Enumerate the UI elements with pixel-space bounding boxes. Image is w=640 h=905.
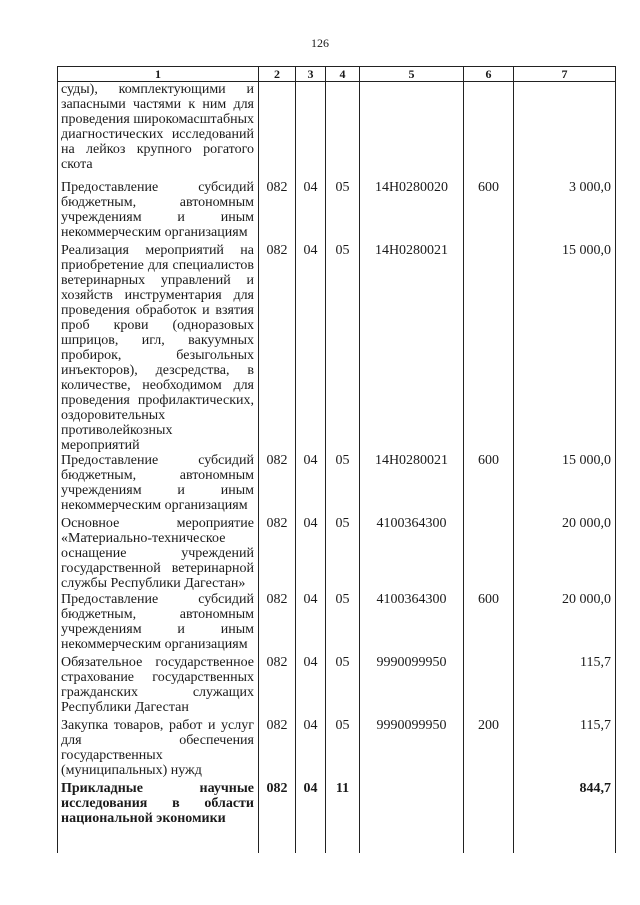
table-row <box>58 655 616 718</box>
amount-cell: 15 000,0 <box>514 243 616 453</box>
column-number-header <box>58 67 616 82</box>
section-cell: 04 <box>296 655 326 718</box>
section-cell: 04 <box>296 781 326 853</box>
budget-table <box>57 66 616 853</box>
table-row <box>58 516 616 592</box>
section-cell: 04 <box>296 516 326 592</box>
section-cell: 04 <box>296 180 326 243</box>
table-row <box>58 243 616 453</box>
column-header-6: 6 <box>464 67 514 82</box>
target-article-cell <box>360 781 464 853</box>
row-description: суды), комплектующими и запасными частями к ним для проведения широкомасштабных диагностических исследований на лейкоз крупного рогатого скота <box>58 82 259 181</box>
admin-code-cell: 082 <box>259 453 296 516</box>
section-cell <box>296 82 326 181</box>
row-description: Закупка товаров, работ и услуг для обеспечения государственных (муниципальных) нужд <box>58 718 259 781</box>
target-article-cell: 9990099950 <box>360 718 464 781</box>
admin-code-cell: 082 <box>259 592 296 655</box>
subsection-cell: 05 <box>326 243 360 453</box>
row-description: Предоставление субсидий бюджетным, автономным учреждениям и иным некоммерческим организациям <box>58 453 259 516</box>
row-description: Предоставление субсидий бюджетным, автономным учреждениям и иным некоммерческим организациям <box>58 592 259 655</box>
column-header-2: 2 <box>259 67 296 82</box>
column-header-7: 7 <box>514 67 616 82</box>
admin-code-cell: 082 <box>259 655 296 718</box>
subsection-cell <box>326 82 360 181</box>
target-article-cell: 14Н0280021 <box>360 243 464 453</box>
amount-cell: 15 000,0 <box>514 453 616 516</box>
amount-cell: 115,7 <box>514 718 616 781</box>
expense-type-cell: 600 <box>464 180 514 243</box>
subsection-cell: 05 <box>326 516 360 592</box>
column-header-1: 1 <box>58 67 259 82</box>
amount-cell: 3 000,0 <box>514 180 616 243</box>
subsection-cell: 05 <box>326 655 360 718</box>
subsection-cell: 05 <box>326 718 360 781</box>
amount-cell: 20 000,0 <box>514 592 616 655</box>
target-article-cell: 14Н0280021 <box>360 453 464 516</box>
subsection-cell: 05 <box>326 180 360 243</box>
admin-code-cell: 082 <box>259 516 296 592</box>
column-header-4: 4 <box>326 67 360 82</box>
table-row <box>58 781 616 853</box>
target-article-cell <box>360 82 464 181</box>
section-cell: 04 <box>296 243 326 453</box>
target-article-cell: 4100364300 <box>360 592 464 655</box>
amount-cell: 844,7 <box>514 781 616 853</box>
row-description: Прикладные научные исследования в области национальной экономики <box>58 781 259 853</box>
admin-code-cell: 082 <box>259 781 296 853</box>
section-cell: 04 <box>296 718 326 781</box>
amount-cell: 20 000,0 <box>514 516 616 592</box>
admin-code-cell: 082 <box>259 718 296 781</box>
page-number: 126 <box>311 36 329 50</box>
column-header-3: 3 <box>296 67 326 82</box>
row-description: Предоставление субсидий бюджетным, автономным учреждениям и иным некоммерческим организациям <box>58 180 259 243</box>
column-header-5: 5 <box>360 67 464 82</box>
expense-type-cell <box>464 516 514 592</box>
table-row <box>58 453 616 516</box>
expense-type-cell <box>464 781 514 853</box>
table-row <box>58 718 616 781</box>
amount-cell <box>514 82 616 181</box>
target-article-cell: 9990099950 <box>360 655 464 718</box>
table-row <box>58 592 616 655</box>
amount-cell: 115,7 <box>514 655 616 718</box>
subsection-cell: 05 <box>326 453 360 516</box>
expense-type-cell: 200 <box>464 718 514 781</box>
expense-type-cell <box>464 243 514 453</box>
table-row <box>58 180 616 243</box>
section-cell: 04 <box>296 592 326 655</box>
target-article-cell: 4100364300 <box>360 516 464 592</box>
admin-code-cell <box>259 82 296 181</box>
table-row <box>58 82 616 181</box>
admin-code-cell: 082 <box>259 180 296 243</box>
admin-code-cell: 082 <box>259 243 296 453</box>
row-description: Реализация мероприятий на приобретение для специалистов ветеринарных управлений и хозяйств инструментария для проведения обработок и взятия проб крови (одноразовых шприцов, игл, вакуумных пробирок, безыгольных инъекторов), дезсредства, в количестве, необходимом для проведения профилактических, оздоровительных противолейкозных мероприятий <box>58 243 259 453</box>
row-description: Обязательное государственное страхование государственных гражданских служащих Республики Дагестан <box>58 655 259 718</box>
expense-type-cell: 600 <box>464 592 514 655</box>
expense-type-cell: 600 <box>464 453 514 516</box>
subsection-cell: 05 <box>326 592 360 655</box>
expense-type-cell <box>464 655 514 718</box>
target-article-cell: 14Н0280020 <box>360 180 464 243</box>
row-description: Основное мероприятие «Материально-техническое оснащение учреждений государственной ветеринарной службы Республики Дагестан» <box>58 516 259 592</box>
table-body <box>58 82 616 854</box>
expense-type-cell <box>464 82 514 181</box>
section-cell: 04 <box>296 453 326 516</box>
subsection-cell: 11 <box>326 781 360 853</box>
